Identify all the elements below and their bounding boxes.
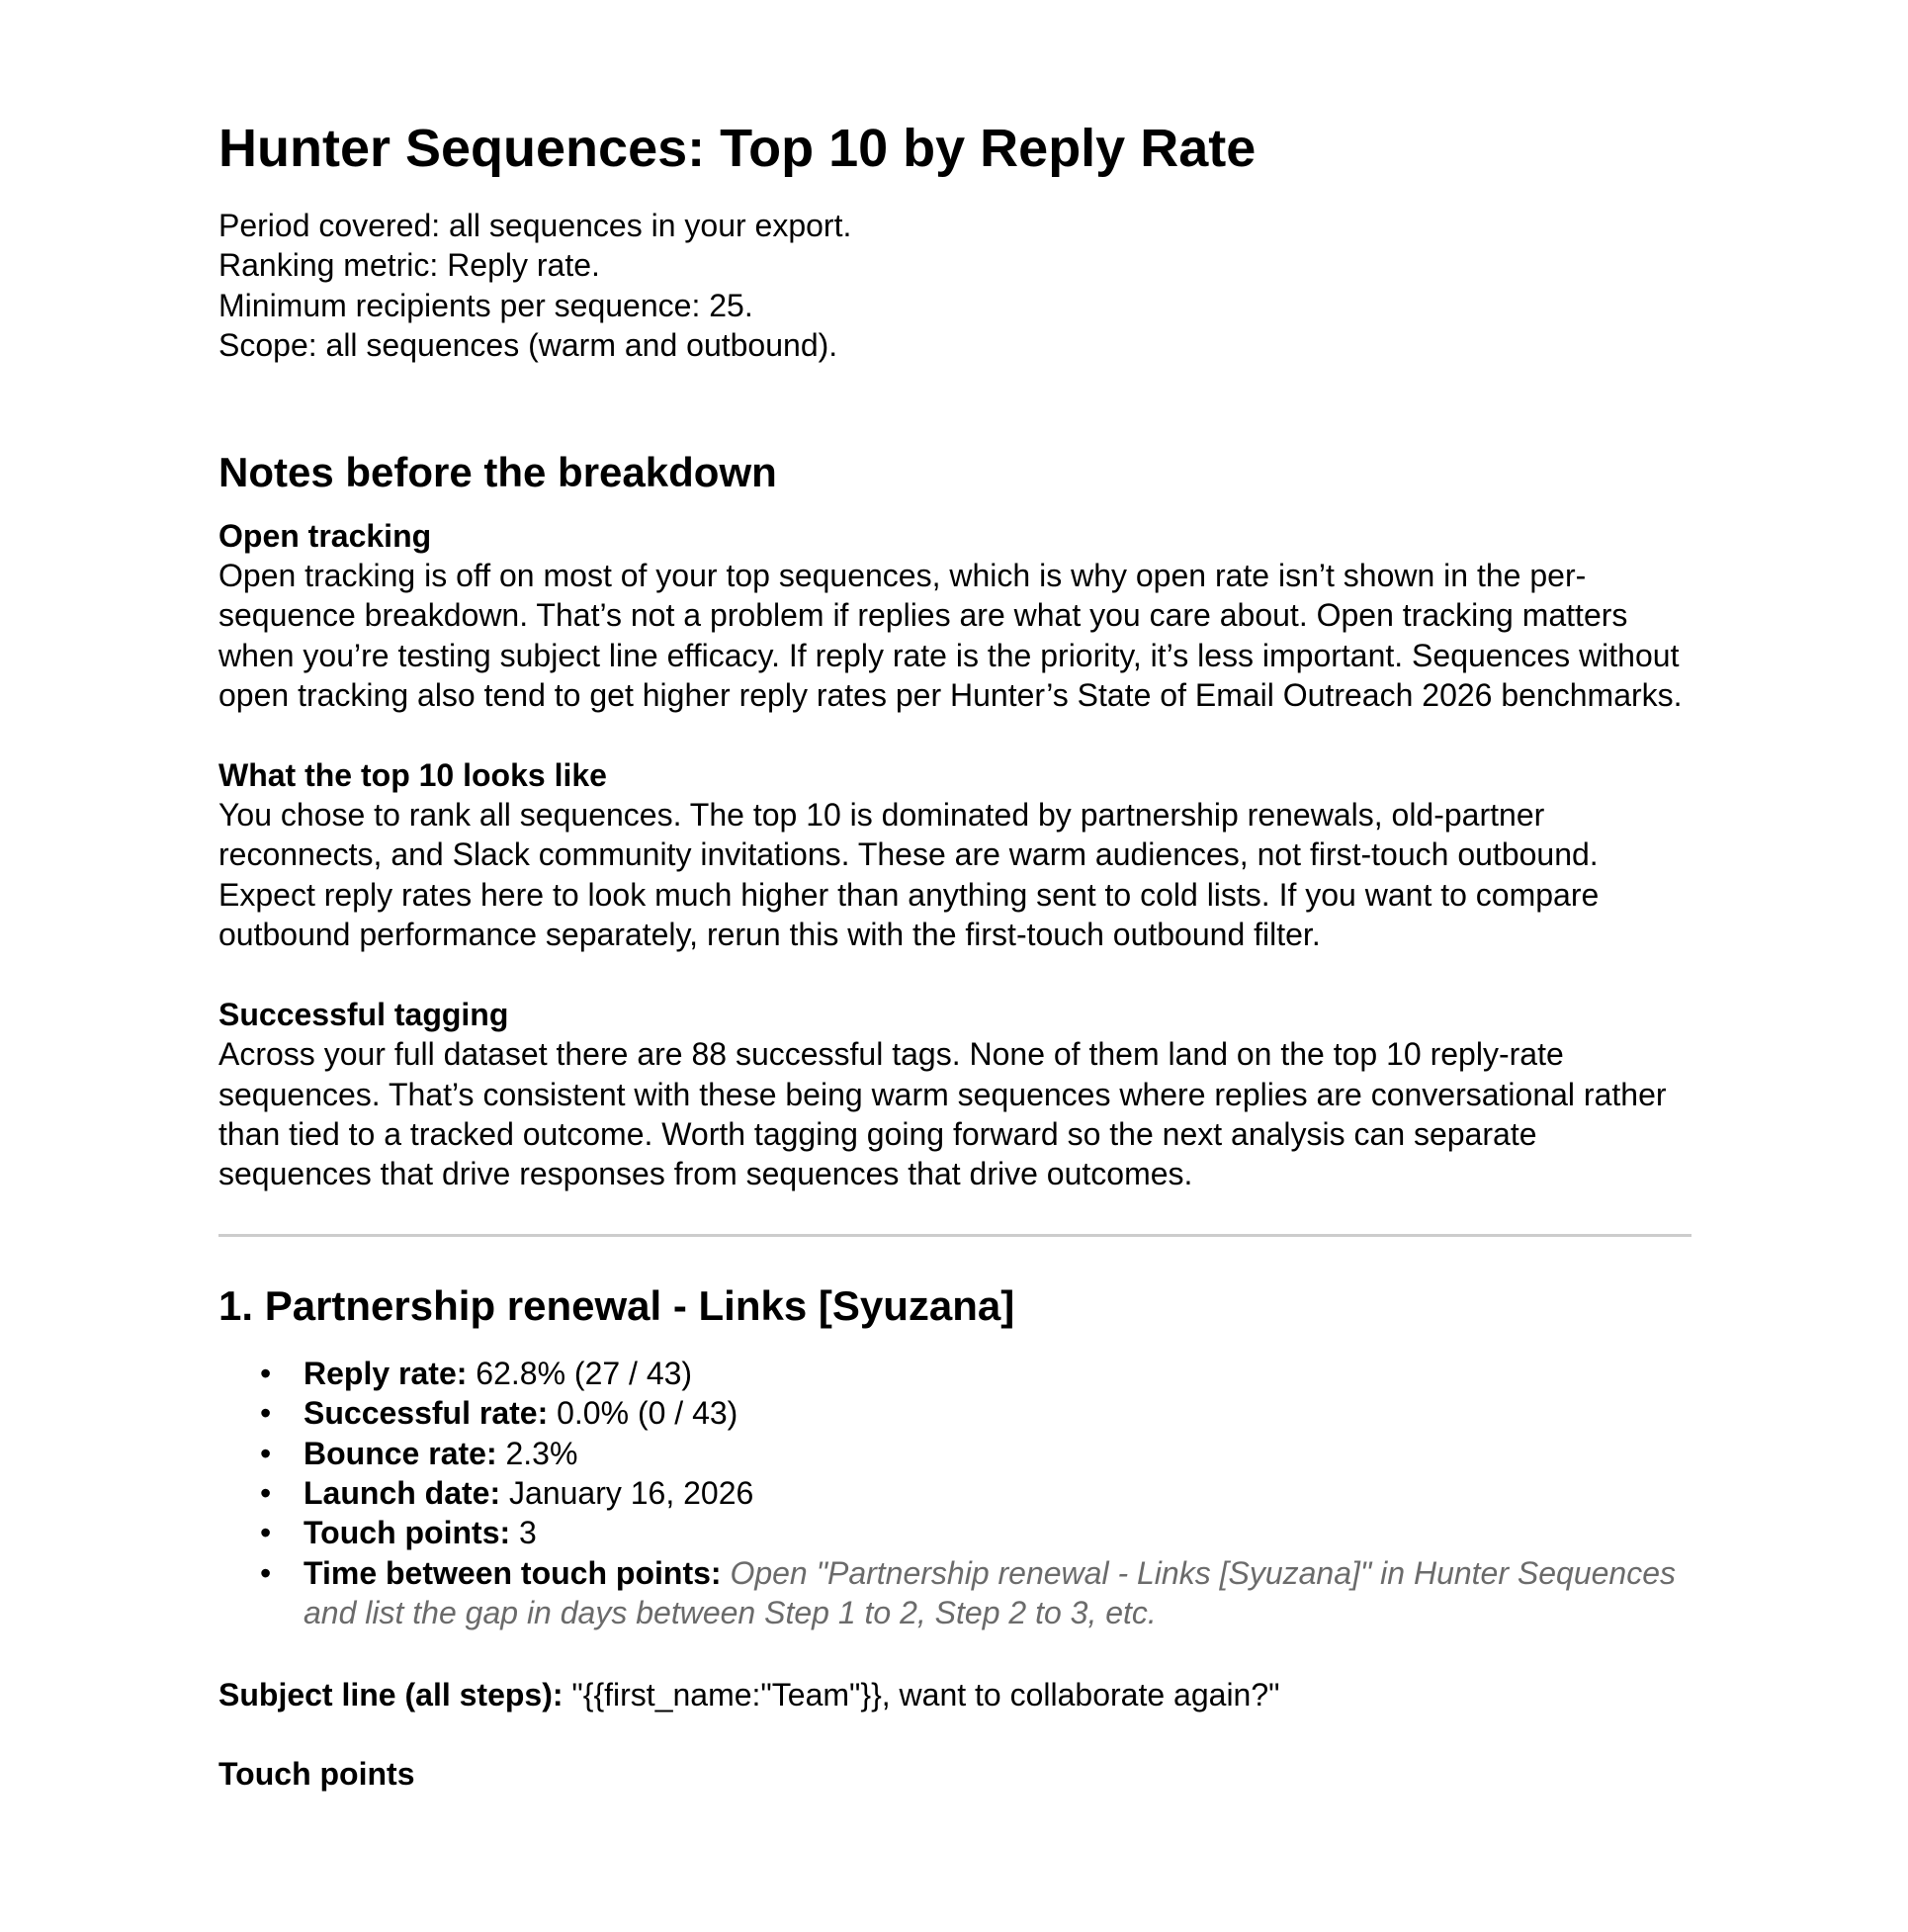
bullet-icon: •: [260, 1355, 272, 1391]
note-body: You chose to rank all sequences. The top 10 is dominated by partnership renewals, old-partner reconnects, and Slack community invitations. These are warm audiences, not first-touch outbound. Expect reply rates here to look much higher than anything sent to cold lists. If you want to compare outbound performance separately, rerun this with the first-touch outbound filter.: [218, 797, 1600, 953]
bullet-icon: •: [260, 1474, 272, 1511]
stat-hint: Open "Partnership renewal - Links [Syuzana]" in Hunter Sequences and list the gap in days between Step 1 to 2, Step 2 to 3, etc.: [304, 1554, 1677, 1631]
stat-label: Time between touch points:: [304, 1554, 722, 1591]
stat-label: Bounce rate:: [304, 1435, 497, 1471]
note-heading: What the top 10 looks like: [218, 756, 607, 793]
document-content: [218, 117, 1691, 1794]
stat-reply-rate: [260, 1354, 1691, 1393]
section-divider: [218, 1234, 1691, 1237]
subject-label: Subject line (all steps):: [218, 1676, 564, 1712]
report-meta: [218, 206, 1691, 366]
stat-launch-date: [260, 1473, 1691, 1513]
stat-value: January 16, 2026: [509, 1474, 754, 1511]
note-successful-tagging: [218, 995, 1691, 1194]
subject-value: "{{first_name:"Team"}}, want to collaborate again?": [571, 1676, 1280, 1712]
note-heading: Successful tagging: [218, 996, 509, 1032]
meta-minimum-recipients: Minimum recipients per sequence: 25.: [218, 287, 753, 323]
bullet-icon: •: [260, 1554, 272, 1591]
meta-period: Period covered: all sequences in your export.: [218, 208, 852, 243]
note-top-10: [218, 755, 1691, 955]
stat-value: 3: [519, 1515, 537, 1551]
sequence-title: 1. Partnership renewal - Links [Syuzana]: [218, 1281, 1015, 1329]
stat-value: 2.3%: [505, 1435, 578, 1471]
subject-line: [218, 1675, 1691, 1714]
stat-label: Reply rate:: [304, 1355, 468, 1391]
stat-successful-rate: [260, 1393, 1691, 1433]
stat-touch-points: [260, 1513, 1691, 1552]
note-body: Open tracking is off on most of your top sequences, which is why open rate isn’t shown in the per-sequence breakdown. That’s not a problem if replies are what you care about. Open tracking matters when you’re testing subject line efficacy. If reply rate is the priority, it’s less important. Sequences without open tracking also tend to get higher reply rates per Hunter’s State of Email Outreach 2026 benchmarks.: [218, 558, 1683, 714]
document-title: Hunter Sequences: Top 10 by Reply Rate: [218, 119, 1257, 178]
note-open-tracking: [218, 516, 1691, 716]
meta-scope: Scope: all sequences (warm and outbound).: [218, 327, 838, 364]
stat-label: Successful rate:: [304, 1395, 549, 1432]
stat-time-between-touch-points: [260, 1553, 1691, 1633]
bullet-icon: •: [260, 1515, 272, 1551]
notes-heading: Notes before the breakdown: [218, 448, 777, 495]
note-body: Across your full dataset there are 88 successful tags. None of them land on the top 10 reply-rate sequences. That’s consistent with these being warm sequences where replies are conversational rather than tied to a tracked outcome. Worth tagging going forward so the next analysis can separate sequences that drive responses from sequences that drive outcomes.: [218, 1036, 1667, 1192]
bullet-icon: •: [260, 1435, 272, 1471]
bullet-icon: •: [260, 1395, 272, 1432]
touch-points-heading: Touch points: [218, 1755, 415, 1792]
stat-bounce-rate: [260, 1434, 1691, 1473]
stat-label: Launch date:: [304, 1474, 501, 1511]
stat-label: Touch points:: [304, 1515, 511, 1551]
stat-value: 0.0% (0 / 43): [557, 1395, 738, 1432]
sequence-stats-list: [218, 1354, 1691, 1633]
stat-value: 62.8% (27 / 43): [476, 1355, 693, 1391]
note-heading: Open tracking: [218, 517, 432, 554]
meta-ranking-metric: Ranking metric: Reply rate.: [218, 247, 600, 284]
